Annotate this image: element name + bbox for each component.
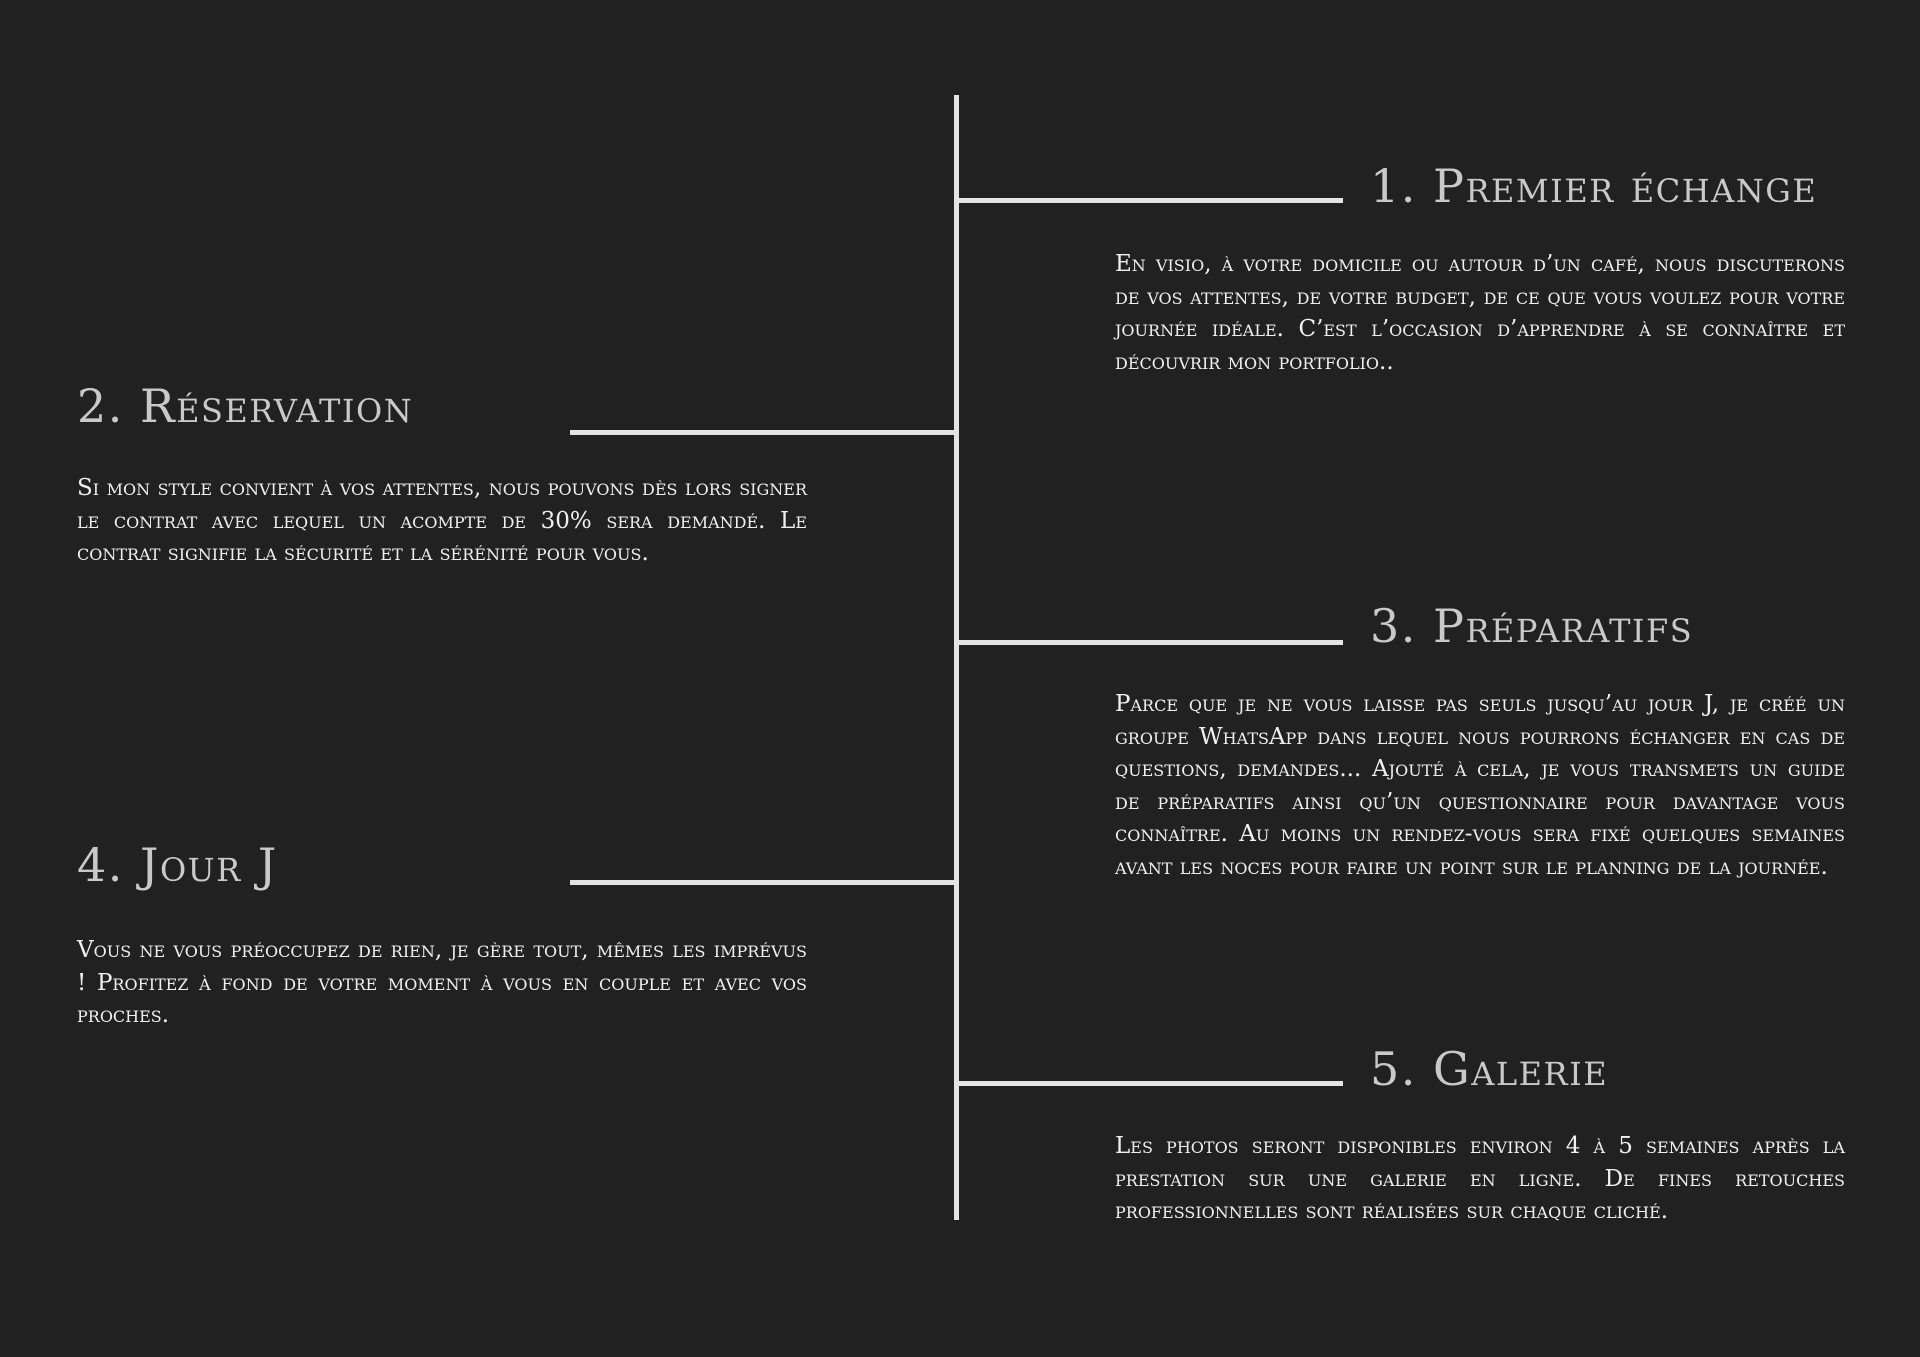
step-2-connector: [570, 430, 957, 435]
step-5-title: 5. Galerie: [1370, 1042, 1609, 1096]
timeline-axis: [954, 95, 959, 1220]
step-1-connector: [957, 198, 1343, 203]
step-4-title: 4. Jour J: [77, 838, 278, 892]
step-4-description: Vous ne vous préoccupez de rien, je gère tout, mêmes les imprévus ! Profitez à fond de votre moment à vous en couple et avec vos proches.: [77, 937, 807, 1028]
step-5-connector: [957, 1081, 1343, 1086]
step-1-title: 1. Premier échange: [1370, 159, 1818, 213]
step-3-connector: [957, 640, 1343, 645]
step-2-description: Si mon style convient à vos attentes, nous pouvons dès lors signer le contrat avec lequel un acompte de 30% sera demandé. Le contrat signifie la sécurité et la sérénité pour vous.: [77, 475, 807, 566]
step-3-description: Parce que je ne vous laisse pas seuls jusqu’au jour J, je créé un groupe WhatsApp dans lequel nous pourrons échanger en cas de questions, demandes... Ajouté à cela, je vous transmets un guide de préparatifs ainsi qu’un questionnaire pour davantage vous connaître. Au moins un rendez-vous sera fixé quelques semaines avant les noces pour faire un point sur le planning de la journée.: [1115, 691, 1845, 880]
step-4-connector: [570, 880, 957, 885]
step-3-title: 3. Préparatifs: [1370, 599, 1694, 653]
step-5-description: Les photos seront disponibles environ 4 à 5 semaines après la prestation sur une galerie en ligne. De fines retouches professionnelles sont réalisées sur chaque cliché.: [1115, 1133, 1845, 1224]
step-1-description: En visio, à votre domicile ou autour d’un café, nous discuterons de vos attentes, de votre budget, de ce que vous voulez pour votre journée idéale. C’est l’occasion d’apprendre à se connaître et découvrir mon portfolio..: [1115, 251, 1845, 375]
step-2-title: 2. Réservation: [77, 379, 414, 433]
